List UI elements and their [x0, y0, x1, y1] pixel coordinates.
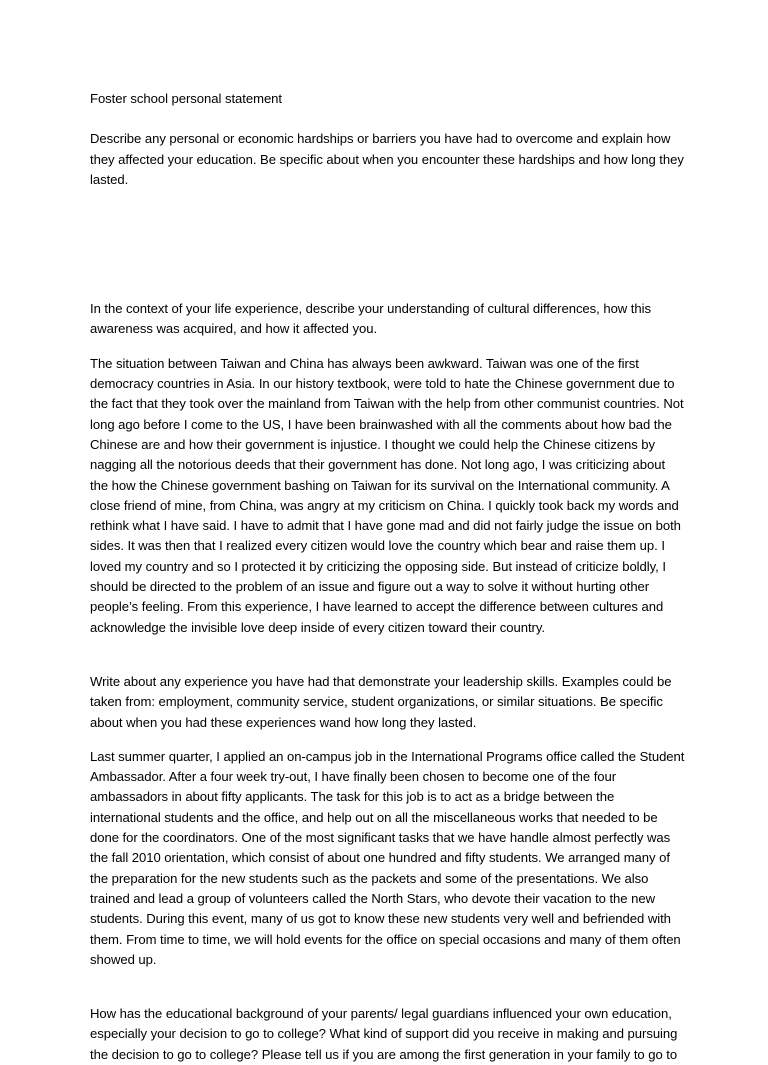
prompt-cultural-differences: In the context of your life experience, describe your understanding of cultural differences, how this awareness was acquired, and how it affected you. [90, 301, 651, 337]
answer-leadership: Last summer quarter, I applied an on-campus job in the International Programs office called the Student Ambassador. After a four week try-out, I have finally been chosen to become one of the four ambassadors in about fifty applicants. The task for this job is to act as a bridge between the international students and the office, and help out on all the miscellaneous works that needed to be done for the coordinators. One of the most significant tasks that we have handle almost perfectly was the fall 2010 orientation, which consist of about one hundred and fifty students. We arranged many of the preparation for the new students such as the packets and some of the presentations. We also trained and lead a group of volunteers called the North Stars, who devote their vacation to the new students. During this event, many of us got to know these new students very well and befriended with them. From time to time, we will hold events for the office on special occasions and many of them often showed up. [90, 748, 685, 967]
prompt-hardships: Describe any personal or economic hardships or barriers you have had to overcome and explain how they affected your education. Be specific about when you encounter these hardships and how long they lasted. [90, 131, 684, 187]
prompt-leadership: Write about any experience you have had that demonstrate your leadership skills. Examples could be taken from: employment, community service, student organizations, or similar situations. Be specific about when you had these experiences wand how long they lasted. [90, 673, 672, 730]
answer-cultural-differences: The situation between Taiwan and China has always been awkward. Taiwan was one of the first democracy countries in Asia. In our history textbook, were told to hate the Chinese government due to the fact that they took over the mainland from Taiwan with the help from other communist countries. Not long ago before I come to the US, I have been brainwashed with all the comments about how bad the Chinese are and how their government is injustice. I thought we could help the Chinese citizens by nagging all the notorious deeds that their government has done. Not long ago, I was criticizing about the how the Chinese government bashing on Taiwan for its survival on the International community. A close friend of mine, from China, was angry at my criticism on China. I quickly took back my words and rethink what I have said. I have to admit that I have gone mad and did not fairly judge the issue on both sides. It was then that I realized every citizen would love the country which bear and raise them up. I loved my country and so I protected it by criticizing the opposing side. But instead of criticize boldly, I should be directed to the problem of an issue and figure out a way to solve it without hurting other people’s feeling. From this experience, I have learned to accept the difference between cultures and acknowledge the invisible love deep inside of every citizen toward their country. [90, 355, 684, 635]
document-page [90, 89, 686, 1065]
document-title: Foster school personal statement [90, 91, 282, 106]
prompt-parents-education: How has the educational background of your parents/ legal guardians influenced your own education, especially your decision to go to college? What kind of support did you receive in making and pursuing the decision to go to college? Please tell us if you are among the first generation in your family to go to [90, 1006, 678, 1062]
